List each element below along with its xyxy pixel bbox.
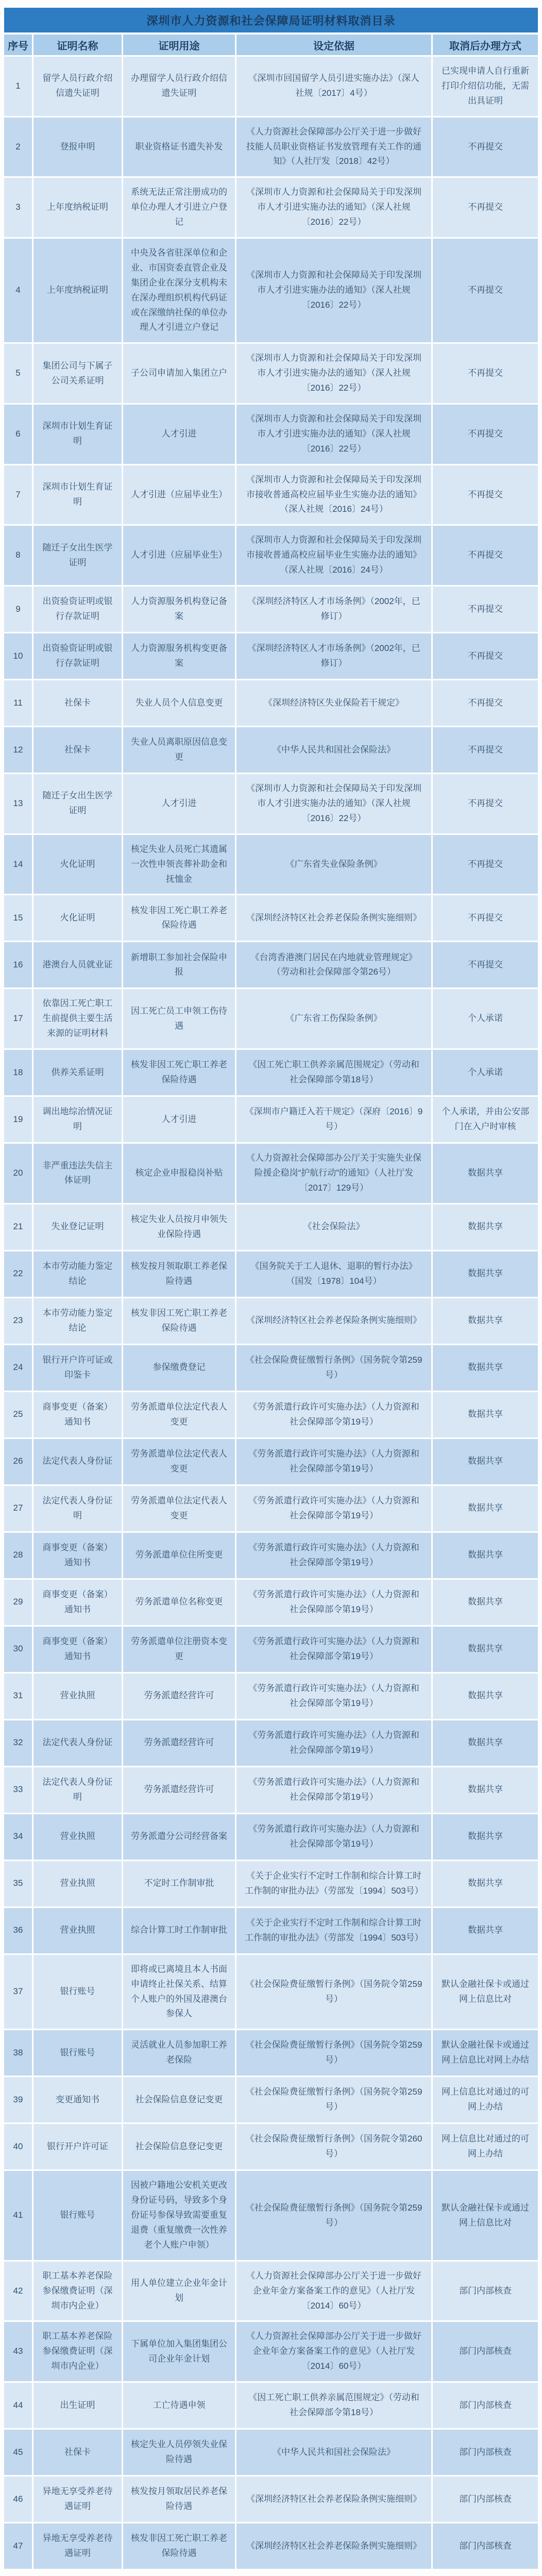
cell-handling-method: 数据共享: [433, 1533, 538, 1578]
cell-setting-basis: 《关于企业实行不定时工作制和综合计算工时工作制的审批办法》（劳部发〔1994〕503号）: [236, 1908, 431, 1953]
cell-certificate-purpose: 因被户籍地公安机关更改身份证号码，导致多个身份证号参保导致需要重复退费（重复缴费一次性养老个人账户申领）: [123, 2171, 235, 2260]
cell-serial-number: 35: [4, 1861, 32, 1906]
cell-serial-number: 8: [4, 526, 32, 585]
cell-certificate-name: 留学人员行政介绍信遗失证明: [33, 57, 122, 116]
cell-setting-basis: 《台湾香港澳门居民在内地就业管理规定》（劳动和社会保障部令第26号）: [236, 942, 431, 988]
cell-certificate-purpose: 劳务派遣单位注册资本变更: [123, 1627, 235, 1672]
cell-setting-basis: 《深圳经济特区社会养老保险条例实施细则》: [236, 2477, 431, 2522]
cell-serial-number: 13: [4, 774, 32, 833]
cell-handling-method: 已实现申请人自行重新打印介绍信功能，无需出具证明: [433, 57, 538, 116]
cell-serial-number: 47: [4, 2523, 32, 2569]
cell-setting-basis: 《劳务派遣行政许可实施办法》（人力资源和社会保障部令第19号）: [236, 1580, 431, 1625]
cell-certificate-name: 深圳市计划生育证明: [33, 405, 122, 464]
cell-certificate-purpose: 灵活就业人员参加职工养老保险: [123, 2030, 235, 2076]
cell-serial-number: 27: [4, 1486, 32, 1531]
cell-setting-basis: 《社会保险费征缴暂行条例》（国务院令第259号）: [236, 2030, 431, 2076]
cell-serial-number: 21: [4, 1205, 32, 1250]
cell-handling-method: 不再提交: [433, 178, 538, 237]
cell-certificate-purpose: 核定失业人员按月申领失业保险待遇: [123, 1205, 235, 1250]
cell-serial-number: 32: [4, 1720, 32, 1766]
cell-handling-method: 网上信息比对通过的可网上办结: [433, 2124, 538, 2169]
cell-serial-number: 39: [4, 2077, 32, 2122]
cell-certificate-purpose: 新增职工参加社会保险申报: [123, 942, 235, 988]
cell-serial-number: 28: [4, 1533, 32, 1578]
cell-certificate-purpose: 人才引进（应届毕业生）: [123, 465, 235, 525]
cell-serial-number: 38: [4, 2030, 32, 2076]
cell-setting-basis: 《劳务派遣行政许可实施办法》（人力资源和社会保障部令第19号）: [236, 1439, 431, 1484]
cell-certificate-name: 出资验资证明或银行存款证明: [33, 587, 122, 632]
cell-setting-basis: 《深圳市人力资源和社会保障局关于印发深圳市接收普通高校应届毕业生实施办法的通知》（深人社规〔2016〕24号）: [236, 526, 431, 585]
cell-handling-method: 数据共享: [433, 1205, 538, 1250]
cell-handling-method: 数据共享: [433, 1251, 538, 1297]
cell-setting-basis: 《深圳经济特区失业保险若干规定》: [236, 680, 431, 726]
cell-certificate-purpose: 劳务派遣单位住所变更: [123, 1533, 235, 1578]
cell-certificate-purpose: 人才引进: [123, 774, 235, 833]
cell-serial-number: 5: [4, 344, 32, 403]
cell-handling-method: 不再提交: [433, 774, 538, 833]
cell-handling-method: 部门内部核查: [433, 2477, 538, 2522]
cell-serial-number: 16: [4, 942, 32, 988]
cell-certificate-name: 依靠因工死亡职工生前提供主要生活来源的证明材料: [33, 989, 122, 1048]
cell-certificate-purpose: 劳务派遣单位法定代表人变更: [123, 1392, 235, 1437]
cell-setting-basis: 《人力资源社会保障部办公厅关于进一步做好企业年金方案备案工作的意见》（人社厅发〔2014〕60号）: [236, 2262, 431, 2321]
cell-certificate-name: 失业登记证明: [33, 1205, 122, 1250]
page-title: 深圳市人力资源和社会保障局证明材料取消目录: [4, 8, 538, 32]
cell-serial-number: 10: [4, 633, 32, 679]
cell-serial-number: 20: [4, 1144, 32, 1203]
cell-handling-method: 不再提交: [433, 835, 538, 894]
cell-handling-method: 不再提交: [433, 895, 538, 941]
cell-certificate-purpose: 失业人员离职原因信息变更: [123, 727, 235, 773]
cell-setting-basis: 《深圳经济特区人才市场条例》（2002年，已修订）: [236, 633, 431, 679]
cell-certificate-name: 法定代表人身份证明: [33, 1486, 122, 1531]
cell-setting-basis: 《人力资源社会保障部办公厅关于进一步做好技能人员职业资格证书发放管理有关工作的通知》（人社厅发〔2018〕42号）: [236, 118, 431, 177]
cell-certificate-purpose: 下属单位加入集团集团公司企业年金计划: [123, 2322, 235, 2381]
cell-certificate-purpose: 核发非因工死亡职工养老保险待遇: [123, 2523, 235, 2569]
cell-setting-basis: 《劳务派遣行政许可实施办法》（人力资源和社会保障部令第19号）: [236, 1814, 431, 1860]
cell-certificate-name: 法定代表人身份证: [33, 1439, 122, 1484]
cell-serial-number: 30: [4, 1627, 32, 1672]
cell-setting-basis: 《社会保险费征缴暂行条例》（国务院令第259号）: [236, 1345, 431, 1391]
cell-handling-method: 数据共享: [433, 1674, 538, 1719]
column-header-certificate-purpose: 证明用途: [123, 35, 235, 55]
cell-serial-number: 22: [4, 1251, 32, 1297]
cell-certificate-purpose: 因工死亡员工申领工伤待遇: [123, 989, 235, 1048]
cell-setting-basis: 《深圳市人力资源和社会保障局关于印发深圳市人才引进实施办法的通知》（深人社规〔2016〕22号）: [236, 178, 431, 237]
cell-certificate-name: 营业执照: [33, 1674, 122, 1719]
cell-certificate-name: 本市劳动能力鉴定结论: [33, 1251, 122, 1297]
cell-serial-number: 33: [4, 1767, 32, 1813]
cell-handling-method: 数据共享: [433, 1345, 538, 1391]
cell-certificate-purpose: 人才引进（应届毕业生）: [123, 526, 235, 585]
cell-setting-basis: 《劳务派遣行政许可实施办法》（人力资源和社会保障部令第19号）: [236, 1627, 431, 1672]
cell-certificate-purpose: 人力资源服务机构登记备案: [123, 587, 235, 632]
cell-handling-method: 不再提交: [433, 239, 538, 342]
cell-handling-method: 默认金融社保卡或通过网上信息比对: [433, 1955, 538, 2029]
cell-setting-basis: 《社会保险费征缴暂行条例》（国务院令第260号）: [236, 2124, 431, 2169]
cell-setting-basis: 《深圳市回国留学人员引进实施办法》（深人社规〔2017〕4号）: [236, 57, 431, 116]
cell-certificate-name: 随迁子女出生医学证明: [33, 526, 122, 585]
cell-certificate-purpose: 子公司申请加入集团立户: [123, 344, 235, 403]
cell-certificate-name: 火化证明: [33, 895, 122, 941]
cell-certificate-purpose: 社会保险信息登记变更: [123, 2077, 235, 2122]
cell-serial-number: 41: [4, 2171, 32, 2260]
cell-handling-method: 数据共享: [433, 1627, 538, 1672]
cell-handling-method: 个人承诺: [433, 1050, 538, 1095]
cell-certificate-purpose: 人力资源服务机构变更备案: [123, 633, 235, 679]
cell-serial-number: 25: [4, 1392, 32, 1437]
cell-handling-method: 部门内部核查: [433, 2383, 538, 2428]
cell-handling-method: 不再提交: [433, 344, 538, 403]
cell-certificate-purpose: 失业人员个人信息变更: [123, 680, 235, 726]
cell-certificate-name: 营业执照: [33, 1861, 122, 1906]
cell-certificate-purpose: 核定失业人员死亡其遗属一次性申领丧葬补助金和抚恤金: [123, 835, 235, 894]
cell-certificate-name: 异地无享受养老待遇证明: [33, 2523, 122, 2569]
cell-serial-number: 34: [4, 1814, 32, 1860]
cell-certificate-name: 变更通知书: [33, 2077, 122, 2122]
cell-certificate-purpose: 核发按月领取职工养老保险待遇: [123, 1251, 235, 1297]
cell-certificate-name: 出资验资证明或银行存款证明: [33, 633, 122, 679]
cell-setting-basis: 《深圳市人力资源和社会保障局关于印发深圳市人才引进实施办法的通知》（深人社规〔2016〕22号）: [236, 344, 431, 403]
column-header-handling-method: 取消后办理方式: [433, 35, 538, 55]
cell-certificate-name: 登报申明: [33, 118, 122, 177]
cell-handling-method: 数据共享: [433, 1439, 538, 1484]
cell-certificate-purpose: 职业资格证书遗失补发: [123, 118, 235, 177]
cell-serial-number: 14: [4, 835, 32, 894]
cell-setting-basis: 《劳务派遣行政许可实施办法》（人力资源和社会保障部令第19号）: [236, 1533, 431, 1578]
cell-handling-method: 部门内部核查: [433, 2322, 538, 2381]
cell-certificate-purpose: 核发非因工死亡职工养老保险待遇: [123, 1050, 235, 1095]
cell-handling-method: 数据共享: [433, 1908, 538, 1953]
cell-certificate-name: 商事变更（备案）通知书: [33, 1392, 122, 1437]
cell-setting-basis: 《人力资源社会保障部办公厅关于实施失业保险援企稳岗“护航行动”的通知》（人社厅发〔2017〕129号）: [236, 1144, 431, 1203]
cell-handling-method: 网上信息比对通过的可网上办结: [433, 2077, 538, 2122]
cell-certificate-name: 法定代表人身份证: [33, 1720, 122, 1766]
cell-serial-number: 2: [4, 118, 32, 177]
column-header-serial: 序号: [4, 35, 32, 55]
cell-certificate-name: 职工基本养老保险参保缴费证明（深圳市内企业）: [33, 2322, 122, 2381]
cell-certificate-purpose: 即将或已离境且本人书面申请终止社保关系、结算个人账户的外国及港澳台参保人: [123, 1955, 235, 2029]
cell-handling-method: 不再提交: [433, 405, 538, 464]
cell-handling-method: 数据共享: [433, 1486, 538, 1531]
cell-handling-method: 部门内部核查: [433, 2262, 538, 2321]
cell-certificate-name: 银行开户许可证: [33, 2124, 122, 2169]
cell-certificate-name: 职工基本养老保险参保缴费证明（深圳市内企业）: [33, 2262, 122, 2321]
column-header-setting-basis: 设定依据: [236, 35, 431, 55]
cell-certificate-purpose: 劳务派遣分公司经营备案: [123, 1814, 235, 1860]
cell-setting-basis: 《劳务派遣行政许可实施办法》（人力资源和社会保障部令第19号）: [236, 1674, 431, 1719]
cell-certificate-purpose: 核发按月领取居民养老保险待遇: [123, 2477, 235, 2522]
column-header-certificate-name: 证明名称: [33, 35, 122, 55]
cell-certificate-purpose: 不定时工作制审批: [123, 1861, 235, 1906]
cell-certificate-name: 商事变更（备案）通知书: [33, 1580, 122, 1625]
cell-serial-number: 15: [4, 895, 32, 941]
cell-certificate-purpose: 劳务派遣经营许可: [123, 1767, 235, 1813]
cell-serial-number: 36: [4, 1908, 32, 1953]
cell-certificate-name: 非严重违法失信主体证明: [33, 1144, 122, 1203]
cell-setting-basis: 《中华人民共和国社会保险法》: [236, 2430, 431, 2475]
cell-setting-basis: 《劳务派遣行政许可实施办法》（人力资源和社会保障部令第19号）: [236, 1392, 431, 1437]
cell-certificate-purpose: 参保缴费登记: [123, 1345, 235, 1391]
cell-setting-basis: 《劳务派遣行政许可实施办法》（人力资源和社会保障部令第19号）: [236, 1720, 431, 1766]
cell-certificate-purpose: 人才引进: [123, 405, 235, 464]
cell-certificate-name: 出生证明: [33, 2383, 122, 2428]
cell-handling-method: 个人承诺，并由公安部门在入户时审核: [433, 1097, 538, 1142]
cell-serial-number: 45: [4, 2430, 32, 2475]
cell-handling-method: 数据共享: [433, 1861, 538, 1906]
cell-certificate-name: 社保卡: [33, 680, 122, 726]
cell-setting-basis: 《深圳经济特区人才市场条例》（2002年，已修订）: [236, 587, 431, 632]
cell-certificate-name: 商事变更（备案）通知书: [33, 1533, 122, 1578]
cell-setting-basis: 《深圳市人力资源和社会保障局关于印发深圳市接收普通高校应届毕业生实施办法的通知》（深人社规〔2016〕24号）: [236, 465, 431, 525]
cell-certificate-name: 商事变更（备案）通知书: [33, 1627, 122, 1672]
cell-handling-method: 部门内部核查: [433, 2523, 538, 2569]
cell-serial-number: 9: [4, 587, 32, 632]
cell-setting-basis: 《国务院关于工人退休、退职的暂行办法》（国发〔1978〕104号）: [236, 1251, 431, 1297]
cell-certificate-purpose: 劳务派遣单位名称变更: [123, 1580, 235, 1625]
cell-certificate-name: 上年度纳税证明: [33, 239, 122, 342]
cell-certificate-name: 上年度纳税证明: [33, 178, 122, 237]
cell-setting-basis: 《广东省失业保险条例》: [236, 835, 431, 894]
cell-certificate-name: 深圳市计划生育证明: [33, 465, 122, 525]
cell-certificate-name: 集团公司与下属子公司关系证明: [33, 344, 122, 403]
cell-handling-method: 个人承诺: [433, 989, 538, 1048]
cell-certificate-purpose: 中央及各省驻深单位和企业、市国资委直管企业及集团企业在深分支机构未在深办理组织机构代码证或在深缴纳社保的单位办理人才引进立户登记: [123, 239, 235, 342]
cell-handling-method: 数据共享: [433, 1392, 538, 1437]
cell-setting-basis: 《深圳经济特区社会养老保险条例实施细则》: [236, 895, 431, 941]
cell-certificate-purpose: 核发非因工死亡职工养老保险待遇: [123, 895, 235, 941]
cell-setting-basis: 《社会保险法》: [236, 1205, 431, 1250]
cell-serial-number: 43: [4, 2322, 32, 2381]
cell-certificate-name: 本市劳动能力鉴定结论: [33, 1298, 122, 1344]
cell-setting-basis: 《关于企业实行不定时工作制和综合计算工时工作制的审批办法》（劳部发〔1994〕503号）: [236, 1861, 431, 1906]
cell-certificate-purpose: 综合计算工时工作制审批: [123, 1908, 235, 1953]
cell-serial-number: 12: [4, 727, 32, 773]
cell-certificate-purpose: 社会保险信息登记变更: [123, 2124, 235, 2169]
cell-serial-number: 17: [4, 989, 32, 1048]
cell-handling-method: 数据共享: [433, 1580, 538, 1625]
cell-setting-basis: 《劳务派遣行政许可实施办法》（人力资源和社会保障部令第19号）: [236, 1486, 431, 1531]
cell-certificate-purpose: 核定企业申报稳岗补贴: [123, 1144, 235, 1203]
cell-certificate-name: 营业执照: [33, 1814, 122, 1860]
cell-handling-method: 数据共享: [433, 1298, 538, 1344]
cell-serial-number: 7: [4, 465, 32, 525]
cell-handling-method: 数据共享: [433, 1767, 538, 1813]
cell-serial-number: 3: [4, 178, 32, 237]
cell-handling-method: 不再提交: [433, 526, 538, 585]
cell-handling-method: 不再提交: [433, 633, 538, 679]
cell-serial-number: 4: [4, 239, 32, 342]
cell-certificate-name: 银行账号: [33, 2030, 122, 2076]
cell-certificate-purpose: 核定失业人员停领失业保险待遇: [123, 2430, 235, 2475]
cell-handling-method: 数据共享: [433, 1814, 538, 1860]
cell-certificate-name: 营业执照: [33, 1908, 122, 1953]
cell-certificate-purpose: 人才引进: [123, 1097, 235, 1142]
cell-serial-number: 44: [4, 2383, 32, 2428]
cell-certificate-name: 社保卡: [33, 2430, 122, 2475]
cell-certificate-name: 调出地综治情况证明: [33, 1097, 122, 1142]
cell-handling-method: 数据共享: [433, 1720, 538, 1766]
cell-setting-basis: 《社会保险费征缴暂行条例》（国务院令第259号）: [236, 2171, 431, 2260]
cell-certificate-name: 社保卡: [33, 727, 122, 773]
cell-certificate-purpose: 劳务派遣单位法定代表人变更: [123, 1486, 235, 1531]
cell-serial-number: 6: [4, 405, 32, 464]
cell-certificate-purpose: 系统无法正常注册成功的单位办理人才引进立户登记: [123, 178, 235, 237]
cell-handling-method: 不再提交: [433, 587, 538, 632]
cell-serial-number: 29: [4, 1580, 32, 1625]
cell-handling-method: 默认金融社保卡或通过网上信息比对网上办结: [433, 2030, 538, 2076]
cell-handling-method: 部门内部核查: [433, 2430, 538, 2475]
cell-certificate-purpose: 核发非因工死亡职工养老保险待遇: [123, 1298, 235, 1344]
cell-handling-method: 不再提交: [433, 118, 538, 177]
cell-serial-number: 19: [4, 1097, 32, 1142]
cell-setting-basis: 《社会保险费征缴暂行条例》（国务院令第259号）: [236, 1955, 431, 2029]
cell-setting-basis: 《深圳市人力资源和社会保障局关于印发深圳市人才引进实施办法的通知》（深人社规〔2016〕22号）: [236, 239, 431, 342]
cell-serial-number: 42: [4, 2262, 32, 2321]
cell-serial-number: 24: [4, 1345, 32, 1391]
cell-certificate-name: 异地无享受养老待遇证明: [33, 2477, 122, 2522]
cell-serial-number: 26: [4, 1439, 32, 1484]
cell-handling-method: 不再提交: [433, 727, 538, 773]
cell-setting-basis: 《劳务派遣行政许可实施办法》（人力资源和社会保障部令第19号）: [236, 1767, 431, 1813]
cell-certificate-name: 供养关系证明: [33, 1050, 122, 1095]
cell-handling-method: 默认金融社保卡或通过网上信息比对: [433, 2171, 538, 2260]
cancellation-directory-table: [4, 35, 538, 2569]
cell-handling-method: 不再提交: [433, 465, 538, 525]
cell-handling-method: 不再提交: [433, 942, 538, 988]
cell-setting-basis: 《中华人民共和国社会保险法》: [236, 727, 431, 773]
cell-setting-basis: 《深圳经济特区社会养老保险条例实施细则》: [236, 1298, 431, 1344]
cell-certificate-purpose: 工亡待遇申领: [123, 2383, 235, 2428]
cell-handling-method: 不再提交: [433, 680, 538, 726]
cell-certificate-name: 法定代表人身份证明: [33, 1767, 122, 1813]
cell-certificate-purpose: 劳务派遣单位法定代表人变更: [123, 1439, 235, 1484]
cell-certificate-name: 随迁子女出生医学证明: [33, 774, 122, 833]
cell-setting-basis: 《因工死亡职工供养亲属范围规定》（劳动和社会保障部令第18号）: [236, 1050, 431, 1095]
cell-setting-basis: 《深圳市人力资源和社会保障局关于印发深圳市人才引进实施办法的通知》（深人社规〔2016〕22号）: [236, 774, 431, 833]
cell-setting-basis: 《社会保险费征缴暂行条例》（国务院令第259号）: [236, 2077, 431, 2122]
cell-certificate-purpose: 用人单位建立企业年金计划: [123, 2262, 235, 2321]
cell-certificate-purpose: 劳务派遣经营许可: [123, 1674, 235, 1719]
cell-setting-basis: 《深圳市人力资源和社会保障局关于印发深圳市人才引进实施办法的通知》（深人社规〔2016〕22号）: [236, 405, 431, 464]
cell-certificate-name: 银行账号: [33, 1955, 122, 2029]
cell-handling-method: 数据共享: [433, 1144, 538, 1203]
cell-serial-number: 40: [4, 2124, 32, 2169]
cell-setting-basis: 《深圳市户籍迁入若干规定》（深府〔2016〕9号）: [236, 1097, 431, 1142]
cell-setting-basis: 《因工死亡职工供养亲属范围规定》（劳动和社会保障部令第18号）: [236, 2383, 431, 2428]
cell-serial-number: 1: [4, 57, 32, 116]
cell-serial-number: 31: [4, 1674, 32, 1719]
cell-serial-number: 23: [4, 1298, 32, 1344]
cell-setting-basis: 《深圳经济特区社会养老保险条例实施细则》: [236, 2523, 431, 2569]
cell-certificate-name: 港澳台人员就业证: [33, 942, 122, 988]
cell-setting-basis: 《人力资源社会保障部办公厅关于进一步做好企业年金方案备案工作的意见》（人社厅发〔2014〕60号）: [236, 2322, 431, 2381]
cell-serial-number: 18: [4, 1050, 32, 1095]
cell-serial-number: 46: [4, 2477, 32, 2522]
cell-serial-number: 11: [4, 680, 32, 726]
cell-certificate-purpose: 劳务派遣经营许可: [123, 1720, 235, 1766]
cell-certificate-purpose: 办理留学人员行政介绍信遗失证明: [123, 57, 235, 116]
cell-certificate-name: 银行开户许可证或印鉴卡: [33, 1345, 122, 1391]
cell-serial-number: 37: [4, 1955, 32, 2029]
cell-certificate-name: 银行账号: [33, 2171, 122, 2260]
cell-certificate-name: 火化证明: [33, 835, 122, 894]
cell-setting-basis: 《广东省工伤保险条例》: [236, 989, 431, 1048]
